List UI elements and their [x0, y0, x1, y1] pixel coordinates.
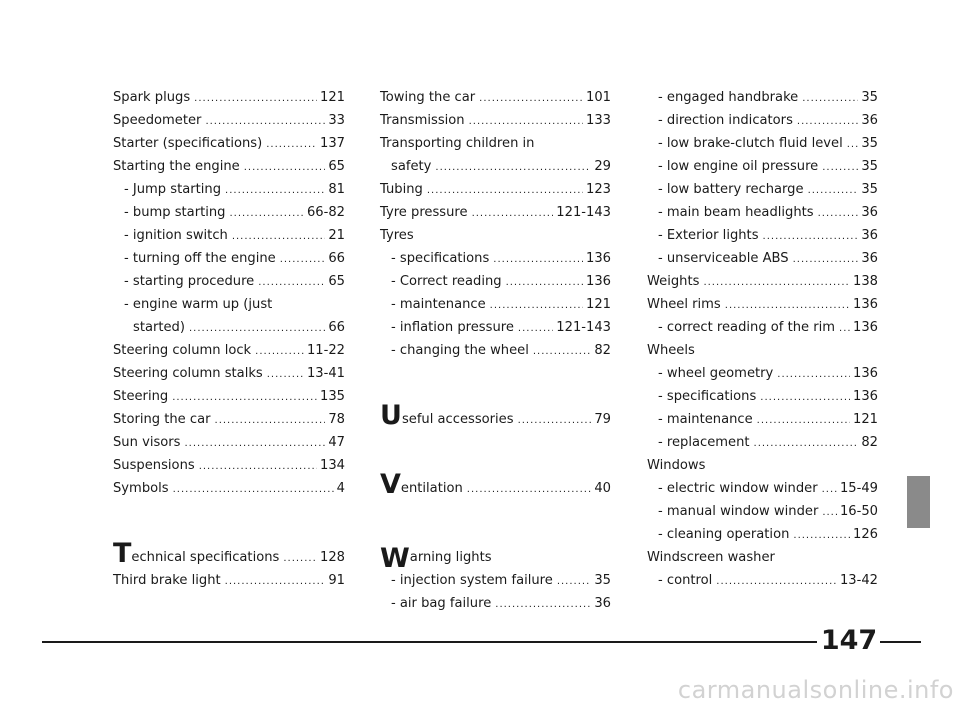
index-entry-text: Towing the car — [380, 90, 476, 105]
dot-leader — [435, 158, 591, 178]
index-entry[interactable] — [113, 454, 345, 477]
page-reference: 16-50 — [839, 504, 878, 519]
index-entry-text: - maintenance — [658, 412, 753, 427]
index-entry[interactable] — [113, 569, 345, 592]
index-entry[interactable] — [380, 316, 611, 339]
index-entry[interactable] — [647, 316, 878, 339]
index-column-1 — [113, 86, 345, 592]
dot-leader — [518, 411, 592, 431]
index-entry-text: - manual window winder — [658, 504, 819, 519]
index-entry[interactable] — [380, 109, 611, 132]
dot-leader — [793, 250, 859, 270]
index-column-2 — [380, 86, 611, 615]
page-reference: 66 — [328, 251, 345, 266]
index-entry-text: - wheel geometry — [658, 366, 774, 381]
index-entry-text: - unserviceable ABS — [658, 251, 789, 266]
dot-leader — [283, 549, 317, 569]
page-reference: 40 — [594, 481, 611, 496]
index-entry[interactable] — [647, 270, 878, 293]
index-entry-text: - control — [658, 573, 713, 588]
index-column-3 — [647, 86, 878, 592]
index-entry-text: Steering column lock — [113, 343, 252, 358]
index-entry-text: - specifications — [391, 251, 490, 266]
page-reference: 121 — [853, 412, 878, 427]
dot-leader — [280, 250, 326, 270]
page-reference: 35 — [861, 159, 878, 174]
dot-leader — [194, 89, 317, 109]
index-entry[interactable] — [113, 201, 345, 224]
index-entry[interactable] — [113, 155, 345, 178]
index-entry[interactable] — [113, 339, 345, 362]
section-thumb-tab — [907, 476, 930, 528]
index-entry-text: Wheel rims — [647, 297, 721, 312]
index-entry[interactable] — [113, 408, 345, 431]
index-entry-text — [113, 538, 280, 569]
page-reference: 82 — [861, 435, 878, 450]
page-reference: 121-143 — [556, 205, 611, 220]
index-entry-text: Symbols — [113, 481, 169, 496]
page-reference: 138 — [853, 274, 878, 289]
index-entry-text: - direction indicators — [658, 113, 793, 128]
index-entry-text: Steering — [113, 389, 169, 404]
page-reference: 101 — [586, 90, 611, 105]
index-entry-text: Storing the car — [113, 412, 211, 427]
dot-leader — [172, 388, 317, 408]
dot-leader — [506, 273, 583, 293]
dot-leader — [479, 89, 583, 109]
dot-leader — [266, 135, 317, 155]
dot-leader — [472, 204, 554, 224]
page-reference: 82 — [594, 343, 611, 358]
index-entry-text: - low brake-clutch fluid level — [658, 136, 843, 151]
index-entry-text: Sun visors — [113, 435, 181, 450]
dot-leader — [255, 342, 304, 362]
index-entry-text: Speedometer — [113, 113, 202, 128]
index-entry[interactable] — [647, 385, 878, 408]
index-entry-text: Steering column stalks — [113, 366, 263, 381]
dot-leader — [557, 572, 592, 592]
index-entry-text: - low engine oil pressure — [658, 159, 819, 174]
page-reference: 36 — [861, 251, 878, 266]
index-entry-text — [380, 400, 514, 431]
page-reference: 33 — [328, 113, 345, 128]
index-entry[interactable] — [647, 224, 878, 247]
index-entry[interactable] — [647, 500, 878, 523]
dot-leader — [763, 227, 859, 247]
page-reference: 36 — [861, 205, 878, 220]
dot-leader — [703, 273, 850, 293]
page-reference: 135 — [320, 389, 345, 404]
index-entry-label: seful accessories — [401, 412, 514, 427]
spacer — [380, 431, 611, 454]
section-letter: U — [380, 400, 402, 431]
index-entry-text — [380, 469, 463, 500]
dot-leader — [818, 204, 859, 224]
index-entry-text: - specifications — [658, 389, 757, 404]
index-entry-text: - air bag failure — [391, 596, 492, 611]
page-reference: 35 — [594, 573, 611, 588]
dot-leader — [185, 434, 326, 454]
spacer — [380, 500, 611, 523]
page-reference: 137 — [320, 136, 345, 151]
index-entry-text: Third brake light — [113, 573, 221, 588]
dot-leader — [467, 480, 592, 500]
index-entry-text: Tyre pressure — [380, 205, 468, 220]
index-entry-text: - Correct reading — [391, 274, 502, 289]
dot-leader — [229, 204, 303, 224]
index-entry-label: echnical specifications — [131, 550, 280, 565]
index-entry[interactable] — [647, 523, 878, 546]
dot-leader — [173, 480, 334, 500]
index-heading: Windscreen washer — [647, 550, 775, 565]
page-reference: 121-143 — [556, 320, 611, 335]
index-entry-text: Spark plugs — [113, 90, 191, 105]
dot-leader — [760, 388, 850, 408]
index-heading: Wheels — [647, 343, 695, 358]
index-entry[interactable] — [113, 523, 345, 569]
index-entry[interactable] — [647, 569, 878, 592]
dot-leader — [244, 158, 326, 178]
dot-leader — [232, 227, 326, 247]
dot-leader — [267, 365, 304, 385]
page-reference: 123 — [586, 182, 611, 197]
index-entry-text: Tubing — [380, 182, 423, 197]
index-entry[interactable] — [647, 109, 878, 132]
dot-leader — [533, 342, 591, 362]
index-entry-text: Starter (specifications) — [113, 136, 263, 151]
index-entry[interactable] — [113, 86, 345, 109]
page-reference: 36 — [861, 113, 878, 128]
dot-leader — [777, 365, 850, 385]
index-entry[interactable] — [380, 155, 611, 178]
page-reference: 136 — [586, 251, 611, 266]
index-entry[interactable] — [647, 362, 878, 385]
page-reference: 66 — [328, 320, 345, 335]
page-reference: 21 — [328, 228, 345, 243]
index-entry-text: - low battery recharge — [658, 182, 804, 197]
spacer — [113, 500, 345, 523]
index-entry[interactable] — [647, 477, 878, 500]
dot-leader — [518, 319, 553, 339]
page-reference: 126 — [853, 527, 878, 542]
index-entry[interactable] — [113, 385, 345, 408]
index-entry[interactable] — [380, 569, 611, 592]
page-reference: 136 — [853, 297, 878, 312]
index-entry-text: - injection system failure — [391, 573, 553, 588]
page-reference: 78 — [328, 412, 345, 427]
page-reference: 133 — [586, 113, 611, 128]
index-entry-text: - turning off the engine — [124, 251, 276, 266]
index-entry[interactable] — [380, 86, 611, 109]
dot-leader — [757, 411, 850, 431]
dot-leader — [493, 250, 583, 270]
page-reference: 136 — [853, 366, 878, 381]
index-entry-text: - inflation pressure — [391, 320, 514, 335]
page-reference: 66-82 — [306, 205, 345, 220]
index-entry[interactable] — [647, 178, 878, 201]
index-entry-text: - electric window winder — [658, 481, 818, 496]
index-entry[interactable] — [380, 270, 611, 293]
index-entry-text: - changing the wheel — [391, 343, 529, 358]
section-letter: T — [113, 538, 132, 569]
spacer — [380, 362, 611, 385]
page-reference: 36 — [594, 596, 611, 611]
dot-leader — [469, 112, 583, 132]
watermark: carmanualsonline.info — [677, 676, 954, 704]
page-reference: 15-49 — [839, 481, 878, 496]
index-entry[interactable] — [380, 201, 611, 224]
dot-leader — [839, 319, 850, 339]
dot-leader — [427, 181, 583, 201]
index-heading — [380, 523, 611, 574]
page-reference: 91 — [328, 573, 345, 588]
dot-leader — [822, 480, 837, 500]
page-reference: 11-22 — [306, 343, 345, 358]
index-entry[interactable] — [647, 408, 878, 431]
dot-leader — [716, 572, 837, 592]
index-entry-text: - starting procedure — [124, 274, 255, 289]
index-entry-text: - engaged handbrake — [658, 90, 799, 105]
index-entry[interactable] — [380, 385, 611, 431]
dot-leader — [725, 296, 850, 316]
index-entry-text: - Jump starting — [124, 182, 222, 197]
index-entry-text: Weights — [647, 274, 700, 289]
dot-leader — [215, 411, 326, 431]
section-letter: V — [380, 469, 401, 500]
page-reference: 4 — [336, 481, 345, 496]
dot-leader — [802, 89, 858, 109]
page-reference: 47 — [328, 435, 345, 450]
index-entry-text: Suspensions — [113, 458, 195, 473]
index-entry[interactable] — [647, 155, 878, 178]
index-entry-text: - main beam headlights — [658, 205, 814, 220]
index-entry[interactable] — [647, 86, 878, 109]
page-reference: 79 — [594, 412, 611, 427]
index-entry-text: - ignition switch — [124, 228, 228, 243]
index-entry[interactable] — [113, 224, 345, 247]
footer-rule-right — [880, 641, 921, 643]
page-reference: 65 — [328, 159, 345, 174]
dot-leader — [822, 503, 837, 523]
page-reference: 65 — [328, 274, 345, 289]
index-heading: - engine warm up (just — [124, 297, 273, 312]
index-entry[interactable] — [113, 431, 345, 454]
index-entry[interactable] — [647, 431, 878, 454]
index-entry[interactable] — [113, 270, 345, 293]
index-entry-text: - correct reading of the rim — [658, 320, 836, 335]
page-reference: 35 — [861, 136, 878, 151]
page-reference: 35 — [861, 90, 878, 105]
index-entry-text: safety — [391, 159, 432, 174]
page-reference: 134 — [320, 458, 345, 473]
page-reference: 81 — [328, 182, 345, 197]
index-entry-text: Transmission — [380, 113, 465, 128]
page-number: 147 — [820, 625, 878, 656]
index-heading: Tyres — [380, 228, 414, 243]
page-reference: 35 — [861, 182, 878, 197]
index-entry[interactable] — [113, 109, 345, 132]
index-entry[interactable] — [113, 132, 345, 155]
index-entry[interactable] — [647, 201, 878, 224]
dot-leader — [189, 319, 325, 339]
page-reference: 136 — [853, 320, 878, 335]
dot-leader — [808, 181, 859, 201]
dot-leader — [797, 112, 858, 132]
dot-leader — [258, 273, 325, 293]
dot-leader — [822, 158, 858, 178]
index-entry[interactable] — [113, 247, 345, 270]
page-reference: 13-41 — [306, 366, 345, 381]
index-entry[interactable] — [380, 592, 611, 615]
page-reference: 36 — [861, 228, 878, 243]
index-entry[interactable] — [647, 132, 878, 155]
index-entry[interactable] — [113, 178, 345, 201]
footer-rule-left — [42, 641, 817, 643]
dot-leader — [199, 457, 317, 477]
index-entry[interactable] — [647, 293, 878, 316]
index-entry-text: - bump starting — [124, 205, 226, 220]
index-heading: Transporting children in — [380, 136, 535, 151]
index-heading: Windows — [647, 458, 706, 473]
dot-leader — [225, 572, 326, 592]
index-heading-text: arning lights — [409, 550, 492, 565]
page-reference: 128 — [320, 550, 345, 565]
index-entry[interactable] — [113, 477, 345, 500]
index-entry-text: Starting the engine — [113, 159, 240, 174]
page-reference: 13-42 — [839, 573, 878, 588]
page-reference: 121 — [320, 90, 345, 105]
index-entry-text: - cleaning operation — [658, 527, 790, 542]
index-entry[interactable] — [380, 454, 611, 500]
index-entry-text: started) — [133, 320, 185, 335]
index-entry-text: - replacement — [658, 435, 750, 450]
index-entry[interactable] — [647, 247, 878, 270]
page-reference: 136 — [853, 389, 878, 404]
index-entry[interactable] — [113, 316, 345, 339]
index-entry[interactable] — [113, 362, 345, 385]
dot-leader — [495, 595, 591, 615]
index-entry-text: - maintenance — [391, 297, 486, 312]
dot-leader — [793, 526, 850, 546]
dot-leader — [225, 181, 325, 201]
dot-leader — [754, 434, 859, 454]
section-letter: W — [380, 543, 410, 574]
index-entry-text: - Exterior lights — [658, 228, 759, 243]
dot-leader — [847, 135, 859, 155]
page-reference: 121 — [586, 297, 611, 312]
index-entry[interactable] — [380, 247, 611, 270]
index-entry[interactable] — [380, 293, 611, 316]
dot-leader — [205, 112, 325, 132]
index-entry[interactable] — [380, 178, 611, 201]
index-entry-label: entilation — [400, 481, 463, 496]
dot-leader — [490, 296, 583, 316]
page-reference: 136 — [586, 274, 611, 289]
page-reference: 29 — [594, 159, 611, 174]
index-entry[interactable] — [380, 339, 611, 362]
